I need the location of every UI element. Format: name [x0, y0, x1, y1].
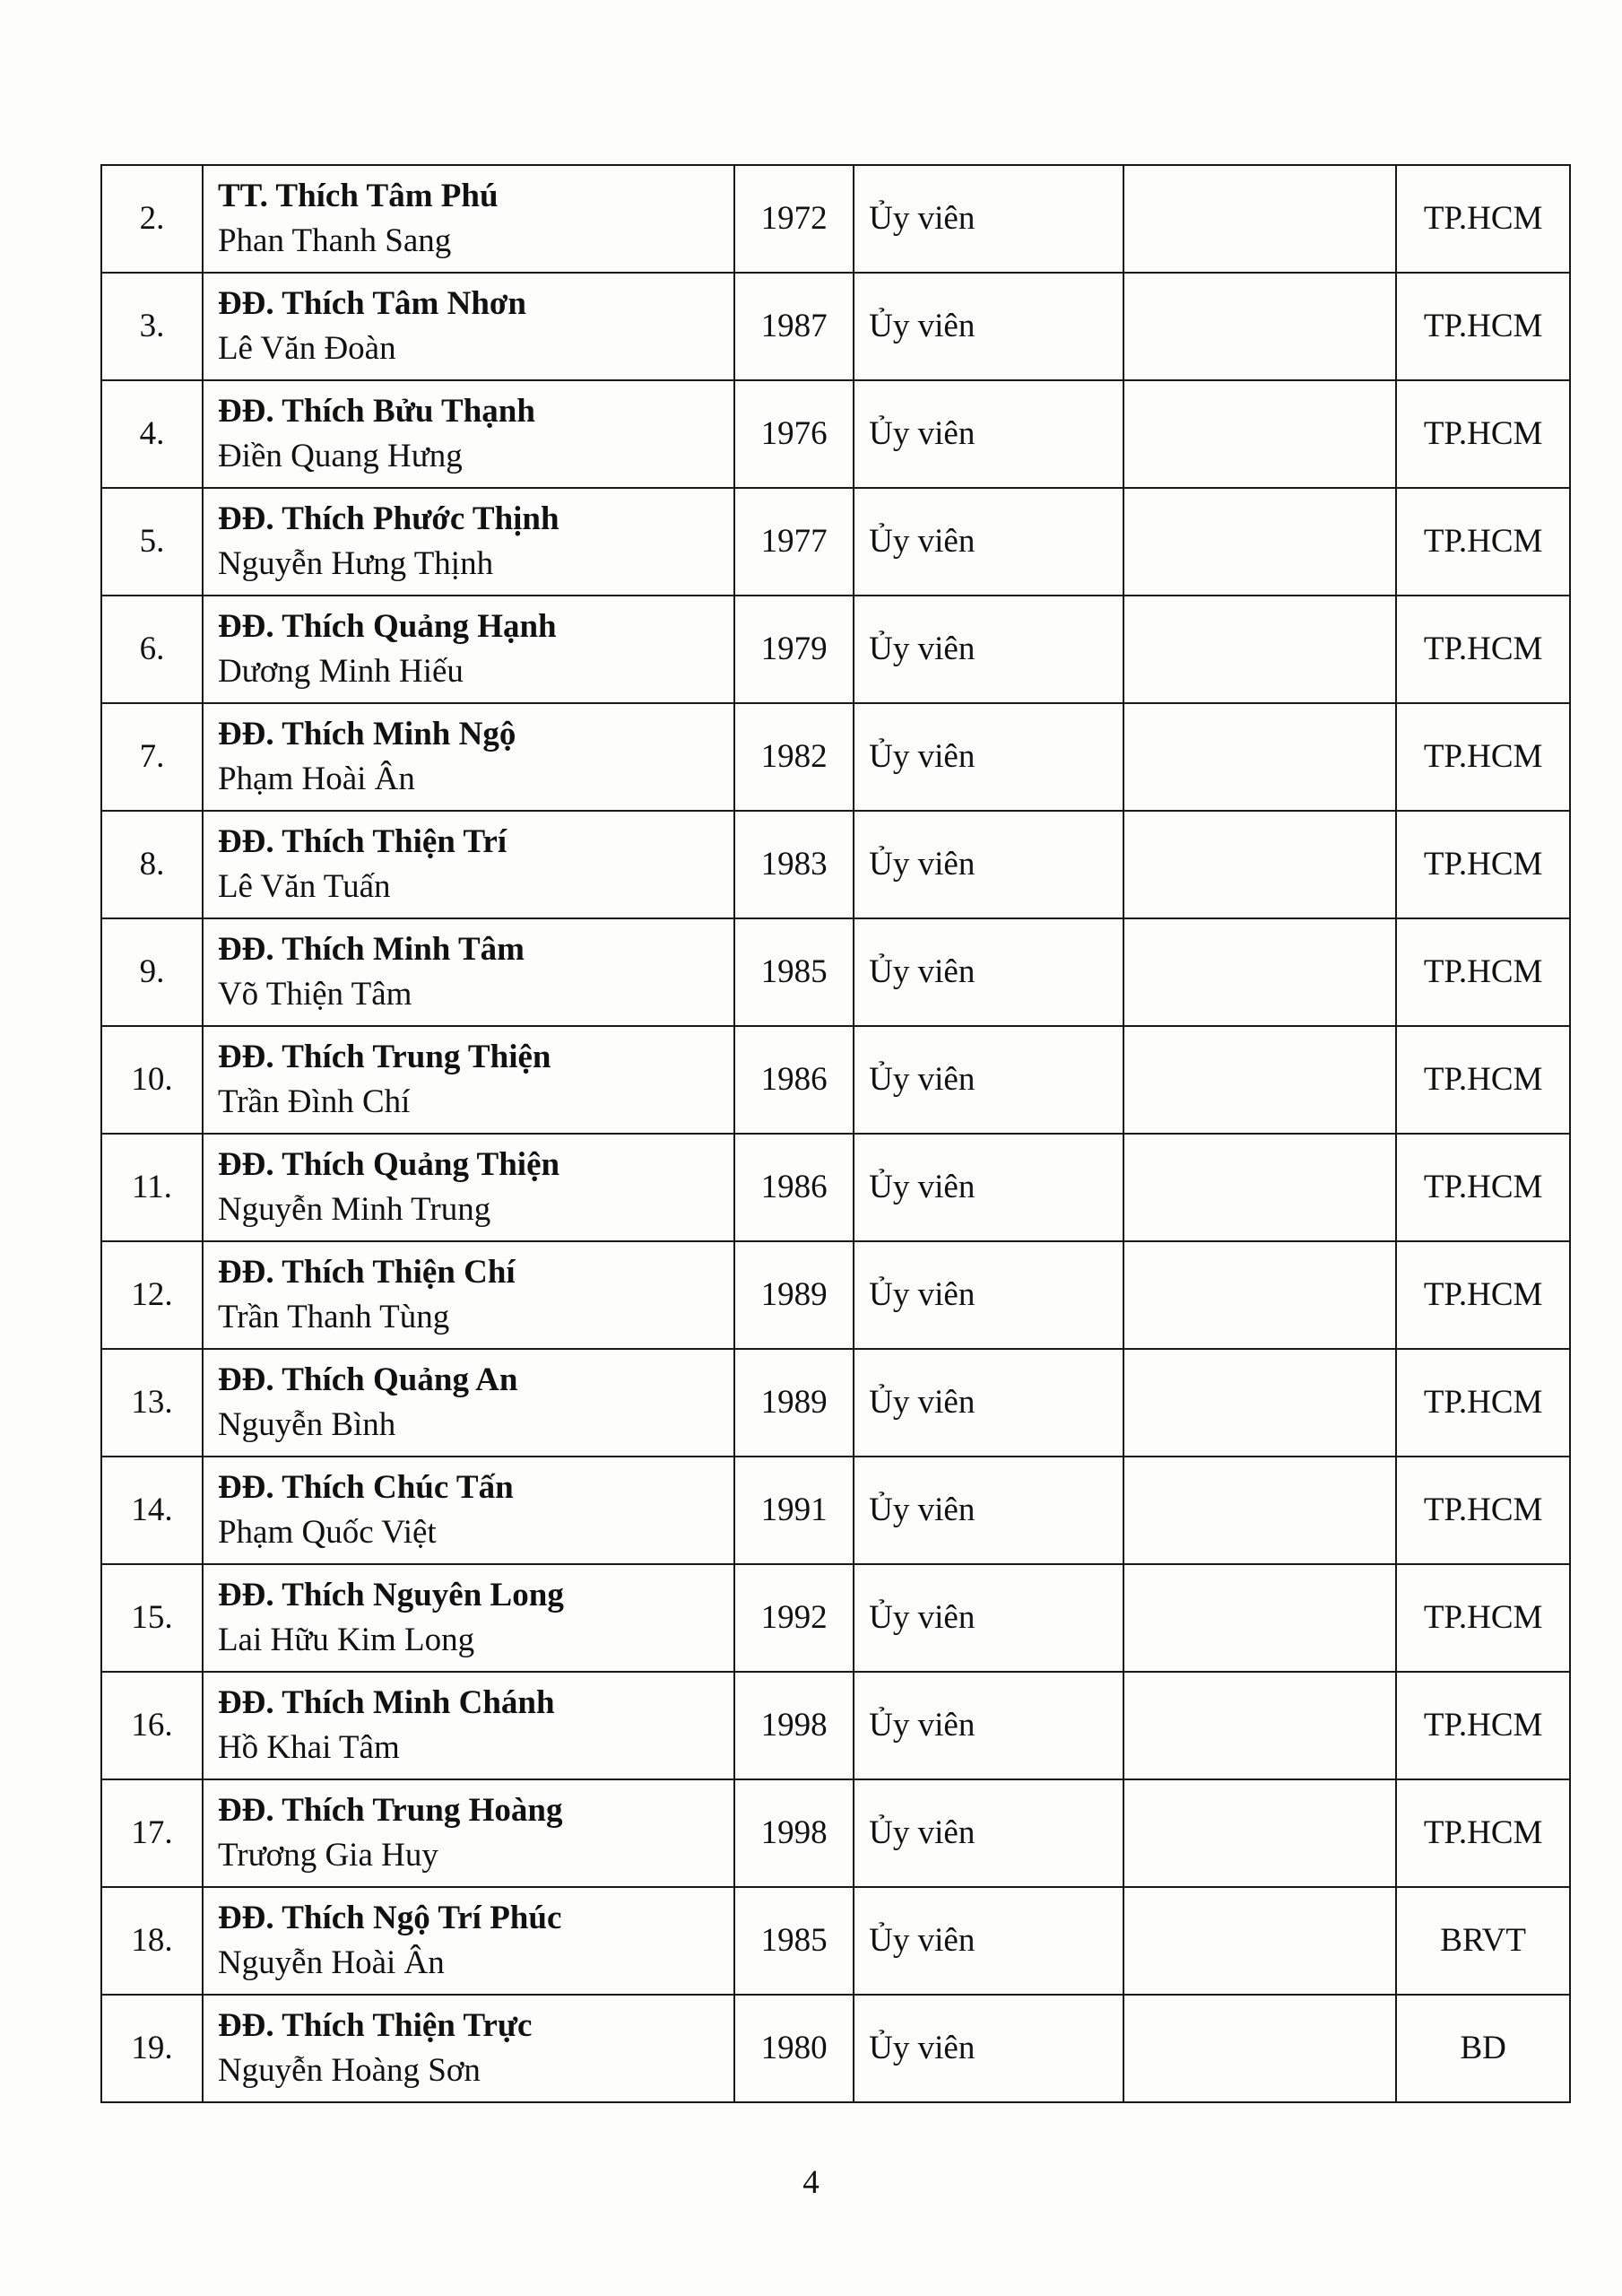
place-cell: TP.HCM: [1396, 380, 1570, 488]
row-number-cell: 7.: [101, 703, 203, 811]
empty-cell: [1123, 703, 1397, 811]
name-cell: [203, 1134, 734, 1241]
name-cell: [203, 1995, 734, 2102]
row-number-cell: 11.: [101, 1134, 203, 1241]
page-number: 4: [802, 2164, 820, 2201]
row-number-cell: 18.: [101, 1887, 203, 1995]
birth-year-cell: 1986: [734, 1026, 854, 1134]
place-cell: TP.HCM: [1396, 1672, 1570, 1779]
empty-cell: [1123, 1779, 1397, 1887]
role-cell: Ủy viên: [854, 811, 1123, 918]
lay-name: Điền Quang Hưng: [217, 438, 463, 474]
lay-name: Lê Văn Đoàn: [217, 330, 396, 367]
role-cell: Ủy viên: [854, 1564, 1123, 1672]
empty-cell: [1123, 1241, 1397, 1349]
dharma-name: ĐĐ. Thích Phước Thịnh: [217, 500, 559, 537]
dharma-name: ĐĐ. Thích Bửu Thạnh: [217, 393, 535, 430]
table-row: [101, 1349, 1570, 1457]
dharma-name: ĐĐ. Thích Minh Ngộ: [217, 716, 516, 752]
role-cell: Ủy viên: [854, 1349, 1123, 1457]
place-cell: TP.HCM: [1396, 273, 1570, 380]
row-number-cell: 19.: [101, 1995, 203, 2102]
empty-cell: [1123, 1026, 1397, 1134]
birth-year-cell: 1985: [734, 1887, 854, 1995]
row-number-cell: 3.: [101, 273, 203, 380]
name-cell: [203, 596, 734, 703]
role-cell: Ủy viên: [854, 380, 1123, 488]
table-row: [101, 488, 1570, 596]
dharma-name: ĐĐ. Thích Quảng An: [217, 1361, 518, 1398]
birth-year-cell: 1987: [734, 273, 854, 380]
table-row: [101, 273, 1570, 380]
lay-name: Trương Gia Huy: [217, 1837, 438, 1874]
role-cell: Ủy viên: [854, 1241, 1123, 1349]
dharma-name: ĐĐ. Thích Thiện Trí: [217, 823, 507, 860]
role-cell: Ủy viên: [854, 488, 1123, 596]
dharma-name: ĐĐ. Thích Trung Hoàng: [217, 1792, 563, 1829]
lay-name: Trần Đình Chí: [217, 1083, 411, 1120]
empty-cell: [1123, 1672, 1397, 1779]
place-cell: TP.HCM: [1396, 1134, 1570, 1241]
name-cell: [203, 1026, 734, 1134]
name-cell: [203, 1564, 734, 1672]
dharma-name: ĐĐ. Thích Minh Tâm: [217, 931, 525, 968]
table-row: [101, 1564, 1570, 1672]
row-number-cell: 2.: [101, 165, 203, 273]
place-cell: BRVT: [1396, 1887, 1570, 1995]
birth-year-cell: 1986: [734, 1134, 854, 1241]
name-cell: [203, 811, 734, 918]
birth-year-cell: 1972: [734, 165, 854, 273]
birth-year-cell: 1983: [734, 811, 854, 918]
birth-year-cell: 1982: [734, 703, 854, 811]
place-cell: TP.HCM: [1396, 811, 1570, 918]
dharma-name: ĐĐ. Thích Thiện Trực: [217, 2007, 533, 2044]
row-number-cell: 9.: [101, 918, 203, 1026]
empty-cell: [1123, 1887, 1397, 1995]
table-row: [101, 918, 1570, 1026]
name-cell: [203, 1349, 734, 1457]
name-cell: [203, 380, 734, 488]
birth-year-cell: 1976: [734, 380, 854, 488]
table-row: [101, 1134, 1570, 1241]
place-cell: TP.HCM: [1396, 1026, 1570, 1134]
table-row: [101, 811, 1570, 918]
lay-name: Nguyễn Hoàng Sơn: [217, 2052, 481, 2089]
name-cell: [203, 1887, 734, 1995]
birth-year-cell: 1980: [734, 1995, 854, 2102]
role-cell: Ủy viên: [854, 1779, 1123, 1887]
row-number-cell: 4.: [101, 380, 203, 488]
place-cell: TP.HCM: [1396, 165, 1570, 273]
dharma-name: ĐĐ. Thích Thiện Chí: [217, 1254, 516, 1291]
empty-cell: [1123, 1995, 1397, 2102]
table-row: [101, 1995, 1570, 2102]
name-cell: [203, 273, 734, 380]
row-number-cell: 14.: [101, 1457, 203, 1564]
lay-name: Nguyễn Bình: [217, 1406, 396, 1443]
birth-year-cell: 1991: [734, 1457, 854, 1564]
empty-cell: [1123, 380, 1397, 488]
place-cell: TP.HCM: [1396, 488, 1570, 596]
name-cell: [203, 918, 734, 1026]
role-cell: Ủy viên: [854, 1134, 1123, 1241]
empty-cell: [1123, 918, 1397, 1026]
table-row: [101, 1026, 1570, 1134]
dharma-name: ĐĐ. Thích Tâm Nhơn: [217, 285, 526, 322]
place-cell: TP.HCM: [1396, 918, 1570, 1026]
empty-cell: [1123, 488, 1397, 596]
row-number-cell: 6.: [101, 596, 203, 703]
table-row: [101, 165, 1570, 273]
lay-name: Nguyễn Minh Trung: [217, 1191, 491, 1228]
birth-year-cell: 1985: [734, 918, 854, 1026]
row-number-cell: 17.: [101, 1779, 203, 1887]
empty-cell: [1123, 165, 1397, 273]
table-body: [101, 165, 1570, 2102]
dharma-name: ĐĐ. Thích Quảng Thiện: [217, 1146, 560, 1183]
place-cell: TP.HCM: [1396, 1349, 1570, 1457]
birth-year-cell: 1998: [734, 1672, 854, 1779]
table-row: [101, 1672, 1570, 1779]
dharma-name: ĐĐ. Thích Trung Thiện: [217, 1039, 551, 1075]
place-cell: TP.HCM: [1396, 1457, 1570, 1564]
empty-cell: [1123, 1564, 1397, 1672]
row-number-cell: 16.: [101, 1672, 203, 1779]
lay-name: Phạm Hoài Ân: [217, 761, 415, 797]
lay-name: Nguyễn Hoài Ân: [217, 1944, 445, 1981]
role-cell: Ủy viên: [854, 1995, 1123, 2102]
row-number-cell: 8.: [101, 811, 203, 918]
member-table: [100, 164, 1571, 2103]
empty-cell: [1123, 596, 1397, 703]
birth-year-cell: 1989: [734, 1349, 854, 1457]
empty-cell: [1123, 811, 1397, 918]
dharma-name: ĐĐ. Thích Quảng Hạnh: [217, 608, 557, 645]
row-number-cell: 5.: [101, 488, 203, 596]
lay-name: Võ Thiện Tâm: [217, 976, 412, 1013]
name-cell: [203, 1779, 734, 1887]
role-cell: Ủy viên: [854, 273, 1123, 380]
place-cell: TP.HCM: [1396, 596, 1570, 703]
table-row: [101, 596, 1570, 703]
table-row: [101, 1241, 1570, 1349]
empty-cell: [1123, 273, 1397, 380]
name-cell: [203, 165, 734, 273]
name-cell: [203, 1672, 734, 1779]
row-number-cell: 10.: [101, 1026, 203, 1134]
birth-year-cell: 1998: [734, 1779, 854, 1887]
empty-cell: [1123, 1349, 1397, 1457]
lay-name: Phạm Quốc Việt: [217, 1514, 437, 1551]
role-cell: Ủy viên: [854, 165, 1123, 273]
birth-year-cell: 1977: [734, 488, 854, 596]
table-row: [101, 1779, 1570, 1887]
table-row: [101, 1457, 1570, 1564]
role-cell: Ủy viên: [854, 596, 1123, 703]
lay-name: Dương Minh Hiếu: [217, 653, 464, 690]
name-cell: [203, 1241, 734, 1349]
lay-name: Trần Thanh Tùng: [217, 1299, 450, 1335]
dharma-name: TT. Thích Tâm Phú: [217, 178, 499, 214]
lay-name: Nguyễn Hưng Thịnh: [217, 545, 494, 582]
birth-year-cell: 1992: [734, 1564, 854, 1672]
dharma-name: ĐĐ. Thích Nguyên Long: [217, 1577, 564, 1613]
table-row: [101, 703, 1570, 811]
role-cell: Ủy viên: [854, 918, 1123, 1026]
role-cell: Ủy viên: [854, 703, 1123, 811]
birth-year-cell: 1979: [734, 596, 854, 703]
place-cell: BD: [1396, 1995, 1570, 2102]
empty-cell: [1123, 1134, 1397, 1241]
row-number-cell: 13.: [101, 1349, 203, 1457]
place-cell: TP.HCM: [1396, 1564, 1570, 1672]
empty-cell: [1123, 1457, 1397, 1564]
place-cell: TP.HCM: [1396, 703, 1570, 811]
dharma-name: ĐĐ. Thích Chúc Tấn: [217, 1469, 514, 1506]
dharma-name: ĐĐ. Thích Minh Chánh: [217, 1684, 555, 1721]
name-cell: [203, 703, 734, 811]
place-cell: TP.HCM: [1396, 1779, 1570, 1887]
table-row: [101, 380, 1570, 488]
name-cell: [203, 1457, 734, 1564]
row-number-cell: 12.: [101, 1241, 203, 1349]
place-cell: TP.HCM: [1396, 1241, 1570, 1349]
lay-name: Phan Thanh Sang: [217, 222, 452, 259]
role-cell: Ủy viên: [854, 1026, 1123, 1134]
table-row: [101, 1887, 1570, 1995]
name-cell: [203, 488, 734, 596]
lay-name: Hồ Khai Tâm: [217, 1729, 400, 1766]
birth-year-cell: 1989: [734, 1241, 854, 1349]
dharma-name: ĐĐ. Thích Ngộ Trí Phúc: [217, 1900, 562, 1936]
row-number-cell: 15.: [101, 1564, 203, 1672]
role-cell: Ủy viên: [854, 1887, 1123, 1995]
role-cell: Ủy viên: [854, 1672, 1123, 1779]
role-cell: Ủy viên: [854, 1457, 1123, 1564]
lay-name: Lê Văn Tuấn: [217, 868, 391, 905]
lay-name: Lai Hữu Kim Long: [217, 1622, 475, 1658]
